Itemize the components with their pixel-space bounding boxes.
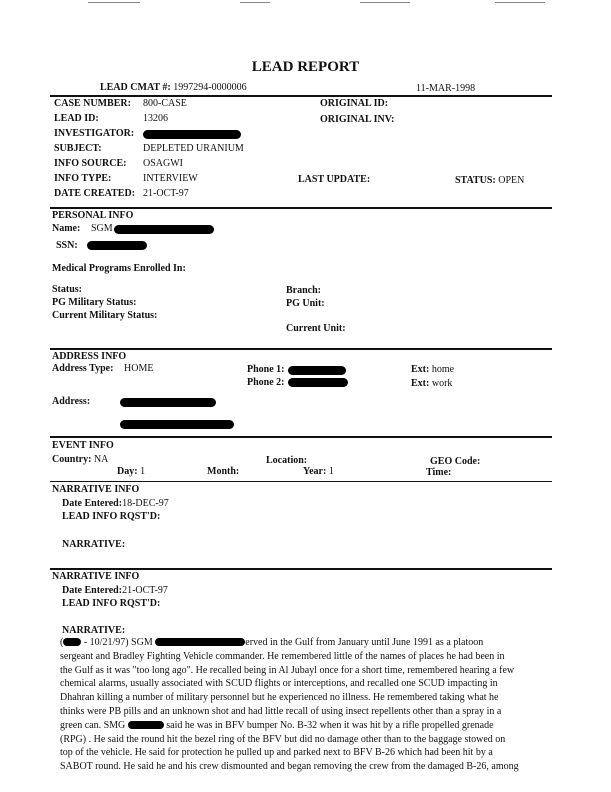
narrative2-heading: NARRATIVE INFO <box>52 571 140 582</box>
ssn-redaction <box>87 241 147 250</box>
narrative-line: (RPG) . He said the round hit the bezel ring of the BFV but did no damage other than to the baggage stowed on <box>60 733 506 745</box>
narrative2-narrative-label: NARRATIVE: <box>62 625 126 636</box>
narrative2-date-label: Date Entered: <box>62 585 123 596</box>
name-redaction <box>114 225 214 234</box>
scan-mark <box>495 2 545 3</box>
narrative2-body <box>60 636 530 774</box>
redaction <box>63 638 81 646</box>
narrative1-rqst-label: LEAD INFO RQST'D: <box>62 511 161 522</box>
case-number-value: 800-CASE <box>143 98 187 109</box>
subject-label: SUBJECT: <box>54 143 102 154</box>
address-type-value: HOME <box>124 363 154 374</box>
narrative-line: sergeant and Bradley Fighting Vehicle commander. He remembered little of the names of places he had been in <box>60 650 505 662</box>
geo-code-label: GEO Code: <box>430 456 481 467</box>
narrative1-date-label: Date Entered: <box>62 498 123 509</box>
location-label: Location: <box>266 455 308 466</box>
medical-programs-label: Medical Programs Enrolled In: <box>52 263 186 274</box>
divider <box>50 207 552 209</box>
narrative2-date <box>62 585 168 596</box>
redaction <box>128 721 164 729</box>
year <box>303 466 334 477</box>
address-label: Address: <box>52 396 91 407</box>
narrative2-rqst-label: LEAD INFO RQST'D: <box>62 598 161 609</box>
ext1-label: Ext: <box>411 364 430 375</box>
phone2-label: Phone 2: <box>247 377 285 388</box>
investigator-label: INVESTIGATOR: <box>54 128 135 139</box>
time-label: Time: <box>426 467 452 478</box>
lead-cmat-value: 1997294-0000006 <box>173 82 247 93</box>
narrative-line: Dhahran killing a number of military personnel but he experienced no illness. He remembered taking what he <box>60 692 499 704</box>
year-label: Year: <box>303 466 327 477</box>
divider <box>50 481 552 482</box>
report-date: 11-MAR-1998 <box>416 83 476 94</box>
phone1-label: Phone 1: <box>247 364 285 375</box>
pg-unit-label: PG Unit: <box>286 298 325 309</box>
page-title: LEAD REPORT <box>251 59 360 75</box>
original-id-label: ORIGINAL ID: <box>320 98 389 109</box>
address-type-label: Address Type: <box>52 363 114 374</box>
ssn-label: SSN: <box>56 240 78 251</box>
event-info-heading: EVENT INFO <box>52 440 114 451</box>
pg-military-status-label: PG Military Status: <box>52 297 137 308</box>
case-number-label: CASE NUMBER: <box>54 98 131 109</box>
status-field-label: Status: <box>52 284 83 295</box>
phone2-redaction <box>288 378 348 387</box>
narrative1-narrative-label: NARRATIVE: <box>62 539 126 550</box>
original-inv-label: ORIGINAL INV: <box>320 114 395 125</box>
ext1 <box>411 364 454 375</box>
branch-label: Branch: <box>286 285 321 296</box>
narrative-line: chemical alarms, usually associated with SCUD flights or interceptions, and recalled one SCUD impacting in <box>60 678 498 690</box>
subject-value: DEPLETED URANIUM <box>143 143 244 154</box>
lead-id-value: 13206 <box>143 113 168 124</box>
date-created-label: DATE CREATED: <box>54 188 136 199</box>
date-created-value: 21-OCT-97 <box>143 188 189 199</box>
lead-cmat <box>100 82 247 93</box>
narrative-line: thinks were PB pills and an unknown shot and had little recall of using insect repellents other than a spray in a <box>60 705 502 717</box>
month-label: Month: <box>207 466 240 477</box>
scan-mark <box>88 2 140 3</box>
address-redaction <box>120 420 234 429</box>
redaction <box>155 638 245 646</box>
status <box>455 175 524 186</box>
name-rank: SGM <box>91 223 113 234</box>
narrative1-date-value: 18-DEC-97 <box>122 498 169 509</box>
country <box>52 454 108 465</box>
address-redaction <box>120 398 216 407</box>
info-type-value: INTERVIEW <box>143 173 198 184</box>
narrative-line: ( - 10/21/97) SGM erved in the Gulf from January until June 1991 as a platoon <box>60 637 484 648</box>
narrative1-date <box>62 498 169 509</box>
divider <box>50 568 552 570</box>
current-military-status-label: Current Military Status: <box>52 310 158 321</box>
investigator-redaction <box>143 130 241 139</box>
narrative2-date-value: 21-OCT-97 <box>122 585 168 596</box>
ext2-value: work <box>431 378 453 389</box>
address-info-heading: ADDRESS INFO <box>52 351 127 362</box>
scan-mark <box>240 2 270 3</box>
info-source-value: OSAGWI <box>143 158 183 169</box>
status-value: OPEN <box>498 175 525 186</box>
lead-cmat-label: LEAD CMAT #: <box>100 82 171 93</box>
status-label: STATUS: <box>455 175 496 186</box>
scan-mark <box>360 2 410 3</box>
personal-info-heading: PERSONAL INFO <box>52 210 134 221</box>
narrative-line: green can. SMG said he was in BFV bumper No. B-32 when it was hit by a rifle propelled grenade <box>60 719 494 731</box>
info-source-label: INFO SOURCE: <box>54 158 127 169</box>
narrative1-heading: NARRATIVE INFO <box>52 484 140 495</box>
country-value: NA <box>93 454 109 465</box>
phone1-redaction <box>288 366 346 375</box>
ext2-label: Ext: <box>411 378 430 389</box>
divider <box>50 348 552 350</box>
narrative-line: top of the vehicle. He said for protection he pulled up and parked next to BFV B-26 which had been hit by a <box>60 747 493 759</box>
day-label: Day: <box>117 466 138 477</box>
name-label: Name: <box>52 223 81 234</box>
day <box>117 466 145 477</box>
lead-id-label: LEAD ID: <box>54 113 99 124</box>
info-type-label: INFO TYPE: <box>54 173 112 184</box>
divider <box>50 95 552 97</box>
year-value: 1 <box>328 466 334 477</box>
current-unit-label: Current Unit: <box>286 323 346 334</box>
narrative-line: the Gulf as it was "too long ago". He recalled being in Al Jubayl once for a short time, remembered hearing a few <box>60 664 515 676</box>
country-label: Country: <box>52 454 92 465</box>
day-value: 1 <box>140 466 146 477</box>
ext2 <box>411 378 452 389</box>
narrative-line: SABOT round. He said he and his crew dismounted and began removing the crew from the damaged B-26, among <box>60 761 519 773</box>
last-update-label: LAST UPDATE: <box>298 174 371 185</box>
divider <box>50 436 552 438</box>
ext1-value: home <box>431 364 455 375</box>
